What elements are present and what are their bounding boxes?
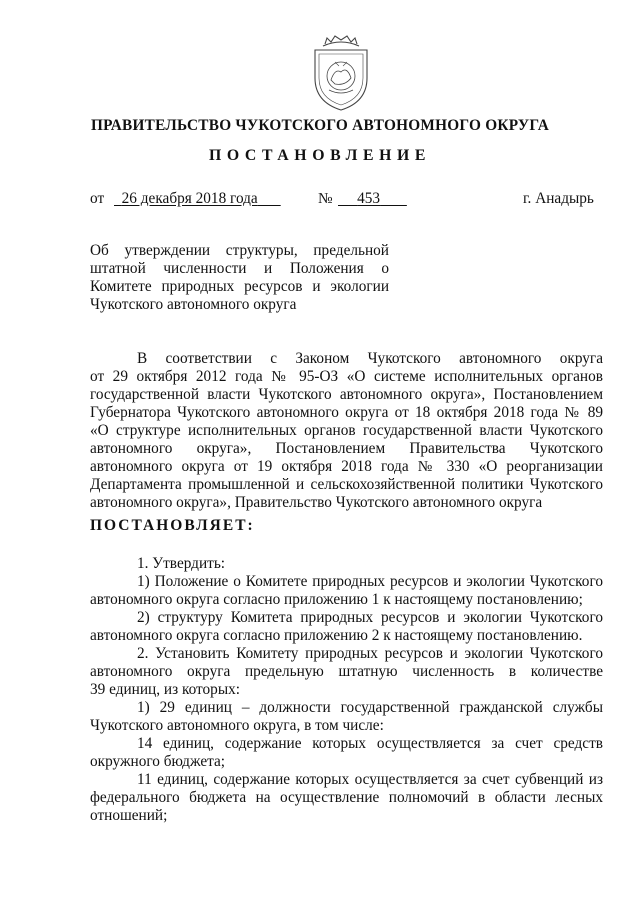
number-sign: № <box>318 190 333 207</box>
item-line: 1) Положение о Комитете природных ресурсов и экологии Чукотского <box>137 573 603 590</box>
item-2-heading: 2. Установить Комитету природных ресурсов и экологии Чукотского <box>137 645 603 662</box>
item-line: отношений; <box>90 807 168 824</box>
preamble-line-2: от 29 октября 2012 года № 95-ОЗ «О системе исполнительных органов <box>90 368 603 385</box>
city-name: г. Анадырь <box>523 190 594 207</box>
preamble-line-8: Департамента промышленной и сельскохозяйственной политики Чукотского <box>90 476 603 493</box>
item-1-heading: 1. Утвердить: <box>137 555 226 572</box>
item-line: автономного округа согласно приложению 2 к настоящему постановлению. <box>90 627 583 644</box>
item-line: Чукотского автономного округа, в том числе: <box>90 717 384 734</box>
item-line: 1) 29 единиц – должности государственной гражданской службы <box>137 699 603 716</box>
item-line: 39 единиц, из которых: <box>90 681 240 698</box>
preamble-line-5: «О структуре исполнительных органов государственной власти Чукотского <box>90 422 603 439</box>
preamble-line-1: В соответствии с Законом Чукотского автономного округа <box>137 350 603 367</box>
regarding-line-1: Об утверждении структуры, предельной <box>90 242 389 259</box>
preamble-line-4: Губернатора Чукотского автономного округа от 18 октября 2018 года № 89 <box>90 404 603 421</box>
item-line: 14 единиц, содержание которых осуществляется за счет средств <box>137 735 603 752</box>
regarding-line-4: Чукотского автономного округа <box>90 296 297 313</box>
item-line: федерального бюджета на осуществление полномочий в области лесных <box>90 789 603 806</box>
item-line: автономного округа предельную штатную численность в количестве <box>90 663 603 680</box>
document-type-title: ПОСТАНОВЛЕНИЕ <box>208 147 432 164</box>
regarding-line-2: штатной численности и Положения о <box>90 260 389 277</box>
document-date: 26 декабря 2018 года <box>121 190 258 207</box>
item-line: автономного округа согласно приложению 1 к настоящему постановлению; <box>90 591 583 608</box>
date-prefix: от <box>90 190 105 207</box>
regarding-line-3: Комитете природных ресурсов и экологии <box>90 278 389 295</box>
preamble-line-7: автономного округа от 19 октября 2018 года № 330 «О реорганизации <box>90 458 603 475</box>
preamble-line-9: автономного округа», Правительство Чукотского автономного округа <box>90 494 543 511</box>
item-line: 11 единиц, содержание которых осуществляется за счет субвенций из <box>137 771 603 788</box>
resolves-heading: ПОСТАНОВЛЯЕТ: <box>90 517 255 534</box>
preamble-line-6: автономного округа», Постановлением Правительства Чукотского <box>90 440 603 457</box>
document-number: 453 <box>357 190 381 207</box>
item-line: 2) структуру Комитета природных ресурсов и экологии Чукотского <box>137 609 603 626</box>
government-name: ПРАВИТЕЛЬСТВО ЧУКОТСКОГО АВТОНОМНОГО ОКРУГА <box>90 117 550 134</box>
item-line: окружного бюджета; <box>90 753 226 770</box>
coat-of-arms-emblem <box>305 32 377 112</box>
preamble-line-3: государственной власти Чукотского автономного округа», Постановлением <box>90 386 603 403</box>
